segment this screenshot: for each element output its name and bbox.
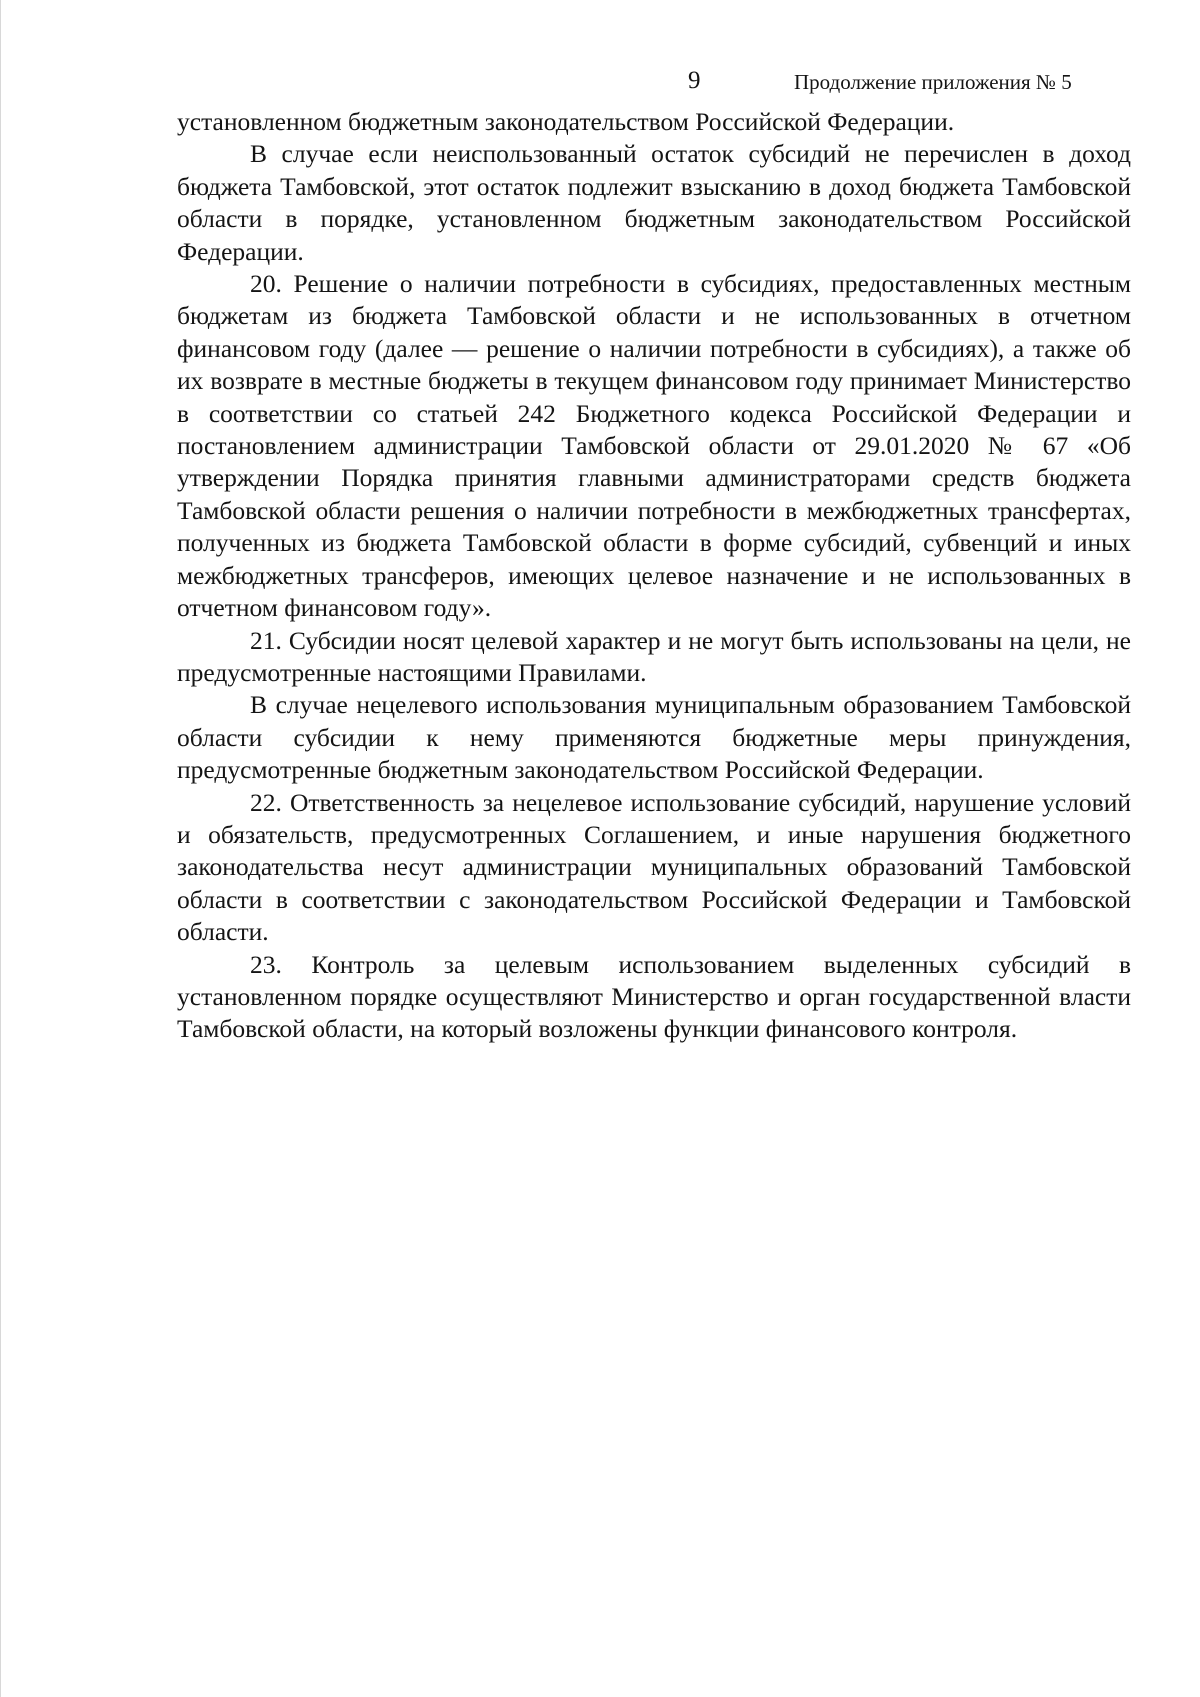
paragraph-unused-balance: В случае если неиспользованный остаток субсидий не перечислен в доход бюджета Тамбовской, этот остаток подлежит взысканию в доход бюджета Тамбовской области в порядке, установленном бюджетным законодательством Российской Федерации. <box>177 139 1131 266</box>
paragraph-item-20: 20. Решение о наличии потребности в субсидиях, предоставленных местным бюджетам из бюджета Тамбовской области и не использованных в отчетном финансовом году (далее — решение о наличии потребности в субсидиях), а также об их возврате в местные бюджеты в текущем финансовом году принимает Министерство в соответствии со статьей 242 Бюджетного кодекса Российской Федерации и постановлением администрации Тамбовской области от 29.01.2020 № 67 «Об утверждении Порядка принятия главными администраторами средств бюджета Тамбовской области решения о наличии потребности в межбюджетных трансфертах, полученных из бюджета Тамбовской области в форме субсидий, субвенций и иных межбюджетных трансферов, имеющих целевое назначение и не использованных в отчетном финансовом году». <box>177 269 1131 623</box>
scan-edge-line <box>0 0 1 1697</box>
appendix-continuation-note: Продолжение приложения № 5 <box>794 70 1072 94</box>
page-number: 9 <box>688 67 701 94</box>
paragraph-item-21: 21. Субсидии носят целевой характер и не могут быть использованы на цели, не предусмотренные настоящими Правилами. <box>177 625 1131 687</box>
paragraph-item-23: 23. Контроль за целевым использованием выделенных субсидий в установленном порядке осуществляют Министерство и орган государственной власти Тамбовской области, на который возложены функции финансового контроля. <box>177 949 1131 1044</box>
document-body <box>177 106 1131 1046</box>
paragraph-item-22: 22. Ответственность за нецелевое использование субсидий, нарушение условий и обязательств, предусмотренных Соглашением, и иные нарушения бюджетного законодательства несут администрации муниципальных образований Тамбовской области в соответствии с законодательством Российской Федерации и Тамбовской области. <box>177 787 1131 947</box>
paragraph-continuation: установленном бюджетным законодательством Российской Федерации. <box>177 107 955 136</box>
paragraph-misuse-measures: В случае нецелевого использования муниципальным образованием Тамбовской области субсидии к нему применяются бюджетные меры принуждения, предусмотренные бюджетным законодательством Российской Федерации. <box>177 690 1131 785</box>
